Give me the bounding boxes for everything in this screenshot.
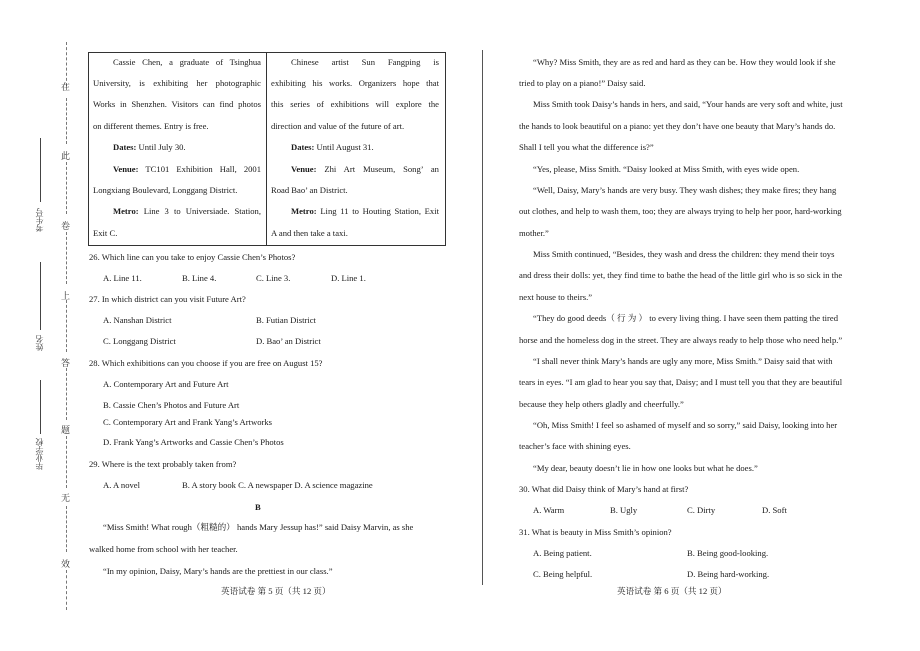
col2-line: Chinese artist Sun Fangping is	[291, 57, 439, 67]
col1-line: on different themes. Entry is free.	[93, 121, 209, 131]
venue-label: Venue:	[113, 164, 139, 174]
fill-line	[40, 380, 41, 434]
fill-line	[40, 262, 41, 330]
option: B. Line 4.	[182, 273, 217, 283]
paragraph-line: teacher’s face with shining eyes.	[519, 441, 631, 451]
table-divider	[266, 52, 267, 246]
paragraph-line: “Oh, Miss Smith! I feel so ashamed of myself and so sorry,” said Daisy, looking into her	[533, 420, 838, 430]
paragraph-line: Shall I tell you what the difference is?”	[519, 142, 654, 152]
dashed-line	[66, 98, 67, 144]
venue-value: TC101 Exhibition Hall, 2001	[145, 164, 262, 174]
metro-label: Metro:	[291, 206, 317, 216]
option: B. Being good-looking.	[687, 548, 769, 558]
option: B. A story book C. A newspaper D. A science magazine	[182, 480, 373, 490]
passage-line: walked home from school with her teacher.	[89, 544, 238, 554]
page-footer: 英语试卷 第 6 页（共 12 页）	[617, 586, 727, 596]
option: C. Contemporary Art and Frank Yang’s Artworks	[103, 417, 273, 427]
paragraph-line: mother.”	[519, 228, 549, 238]
paragraph-line: “Well, Daisy, Mary’s hands are very busy. They wash dishes; they make fires; they hang	[533, 185, 837, 195]
dashed-line	[66, 162, 67, 214]
option: D. Soft	[762, 505, 787, 515]
question-26: 26. Which line can you take to enjoy Cassie Chen’s Photos?	[89, 252, 296, 262]
option: D. Frank Yang’s Artworks and Cassie Chen’s Photos	[103, 437, 284, 447]
option: A. Contemporary Art and Future Art	[103, 379, 229, 389]
paragraph-line: “Why? Miss Smith, they are as red and hard as they can be. How they would look if she	[533, 57, 836, 67]
fill-line	[40, 138, 41, 202]
option: D. Being hard-working.	[687, 569, 770, 579]
option: B. Cassie Chen’s Photos and Future Art	[103, 400, 240, 410]
label-school: 毕业学校	[35, 438, 44, 470]
label-name: 姓名	[35, 335, 44, 351]
option: A. Nanshan District	[103, 315, 172, 325]
paragraph-line: tears in eyes. “I am glad to hear you say that, Daisy; and I must tell you that they are beautiful	[519, 377, 843, 387]
binding-char: 无	[61, 494, 71, 504]
option: B. Futian District	[256, 315, 316, 325]
metro-label: Metro:	[113, 206, 139, 216]
paragraph-line: the hands to look beautiful on a piano: yet they don’t have one beauty that Mary’s hands do.	[519, 121, 836, 131]
col1-line: University, is exhibiting her photographic	[93, 78, 261, 88]
label-exam-number: 考生号	[35, 208, 44, 232]
col2-line: exhibiting his works. Organizers hope that	[271, 78, 439, 88]
option: C. Dirty	[687, 505, 716, 515]
binding-char: 卷	[61, 222, 71, 232]
option: A. Warm	[533, 505, 565, 515]
option: D. Line 1.	[331, 273, 366, 283]
dashed-line	[66, 232, 67, 284]
center-divider	[482, 50, 483, 585]
dashed-line	[66, 300, 67, 352]
dates-value: Until July 30.	[138, 142, 186, 152]
paragraph-line: tried to play on a piano!” Daisy said.	[519, 78, 646, 88]
col1-line: Cassie Chen, a graduate of Tsinghua	[113, 57, 261, 67]
binding-char: 题	[61, 426, 71, 436]
option: C. Longgang District	[103, 336, 176, 346]
page-footer: 英语试卷 第 5 页（共 12 页）	[221, 586, 331, 596]
section-heading: B	[255, 502, 261, 512]
paragraph-line: horse and the homeless dog in the street. They are always ready to help those who need help.”	[519, 335, 843, 345]
option: A. Line 11.	[103, 273, 142, 283]
dates-label: Dates:	[113, 142, 137, 152]
passage-line: “Miss Smith! What rough（粗糙的） hands Mary Jessup has!” said Daisy Marvin, as she	[103, 522, 414, 532]
option: B. Ugly	[610, 505, 638, 515]
paragraph-line: and dress their dolls: yet, they find time to bathe the head of the little girl who is so sick in the	[519, 270, 843, 280]
option: A. Being patient.	[533, 548, 592, 558]
paragraph-line: “Yes, please, Miss Smith. “Daisy looked at Miss Smith, with eyes wide open.	[533, 164, 800, 174]
venue-line2: Longxiang Boulevard, Longgang District.	[93, 185, 238, 195]
option: A. A novel	[103, 480, 141, 490]
option: C. Line 3.	[256, 273, 291, 283]
question-30: 30. What did Daisy think of Mary’s hand at first?	[519, 484, 689, 494]
venue-label: Venue:	[291, 164, 317, 174]
dashed-line	[66, 436, 67, 488]
dashed-line	[66, 570, 67, 610]
paragraph-line: because they help others gladly and cheerfully.”	[519, 399, 684, 409]
binding-char: 在	[61, 83, 71, 93]
venue-value: Zhi Art Museum, Song’ an	[324, 164, 439, 174]
col2-line: this series of exhibitions will explore the	[271, 99, 439, 109]
paragraph-line: next house to theirs.”	[519, 292, 593, 302]
metro-line2: Exit C.	[93, 228, 118, 238]
question-27: 27. In which district can you visit Future Art?	[89, 294, 246, 304]
metro-value: Line 3 to Universiade. Station,	[143, 206, 261, 216]
venue-line2: Road Bao’ an District.	[271, 185, 348, 195]
dates-label: Dates:	[291, 142, 315, 152]
paragraph-line: “They do good deeds（ 行 为 ） to every living thing. I have seen them patting the tired	[533, 313, 839, 323]
paragraph-line: “My dear, beauty doesn’t lie in how one looks but what he does.”	[533, 463, 758, 473]
binding-char: 答	[61, 359, 71, 369]
dates-value: Until August 31.	[316, 142, 374, 152]
question-29: 29. Where is the text probably taken from?	[89, 459, 237, 469]
binding-char: 效	[61, 560, 71, 570]
binding-char: 此	[61, 152, 71, 162]
dashed-line	[66, 506, 67, 552]
question-28: 28. Which exhibitions can you choose if you are free on August 15?	[89, 358, 323, 368]
col1-line: Works in Shenzhen. Visitors can find photos	[93, 99, 261, 109]
paragraph-line: out clothes, and help to wash them, too; they are always trying to help her poor, hard-working	[519, 206, 842, 216]
paragraph-line: Miss Smith continued, “Besides, they wash and dress the children: they mend their toys	[533, 249, 835, 259]
col2-line: direction and value of the future of art.	[271, 121, 405, 131]
question-31: 31. What is beauty in Miss Smith’s opinion?	[519, 527, 672, 537]
option: C. Being helpful.	[533, 569, 593, 579]
option: D. Bao’ an District	[256, 336, 321, 346]
paragraph-line: “I shall never think Mary’s hands are ugly any more, Miss Smith.” Daisy said that with	[533, 356, 833, 366]
metro-value: Ling 11 to Houting Station, Exit	[320, 206, 439, 216]
paragraph-line: Miss Smith took Daisy’s hands in hers, and said, “Your hands are very soft and white, just	[533, 99, 843, 109]
dashed-line	[66, 368, 67, 420]
metro-line2: A and then take a taxi.	[271, 228, 348, 238]
binding-char: 上	[61, 292, 71, 302]
passage-line: “In my opinion, Daisy, Mary’s hands are the prettiest in our class.”	[103, 566, 333, 576]
